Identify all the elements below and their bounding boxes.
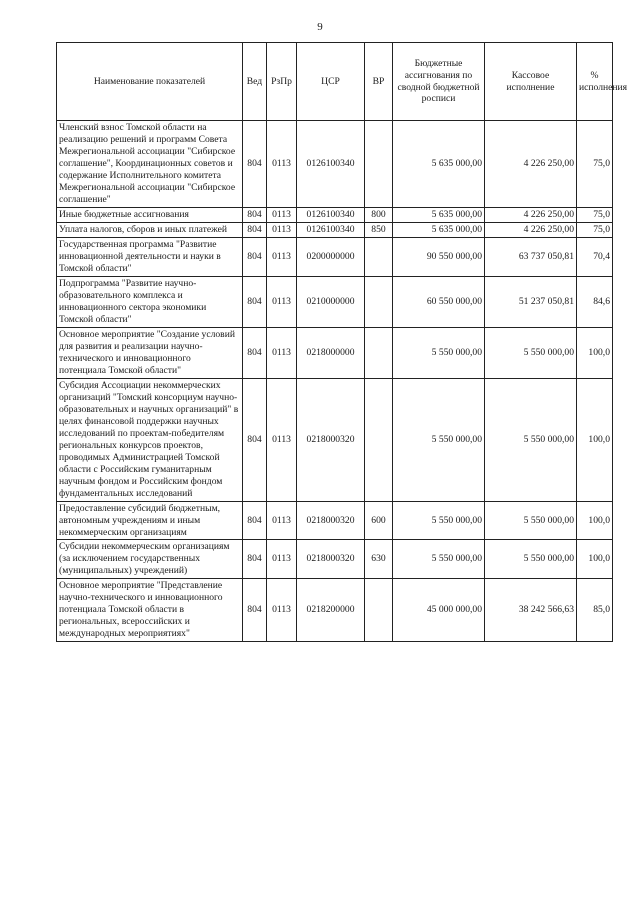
cell-cash: 5 550 000,00 (485, 327, 577, 378)
cell-rzpr: 0113 (267, 207, 297, 222)
cell-budget: 5 635 000,00 (393, 121, 485, 208)
cell-budget: 5 550 000,00 (393, 501, 485, 540)
cell-name: Предоставление субсидий бюджетным, автономным учреждениям и иным некоммерческим организациям (57, 501, 243, 540)
cell-name: Субсидия Ассоциации некоммерческих организаций "Томский консорциум научно-образовательных и научных организаций" в целях финансовой поддержки научных исследований по проектам-победителям региональных конкурсов проектов, проводимых Администрацией Томской области с Российским гуманитарным научным фондом и Российским фондом фундаментальных исследований (57, 378, 243, 501)
cell-vr (365, 237, 393, 276)
table-header-row (57, 43, 613, 121)
header-vr: ВР (365, 43, 393, 121)
cell-csr: 0126100340 (297, 121, 365, 208)
cell-csr: 0218000000 (297, 327, 365, 378)
cell-budget: 5 635 000,00 (393, 222, 485, 237)
cell-ved: 804 (243, 579, 267, 642)
cell-budget: 5 635 000,00 (393, 207, 485, 222)
table-row (57, 378, 613, 501)
cell-rzpr: 0113 (267, 378, 297, 501)
cell-csr: 0218000320 (297, 501, 365, 540)
cell-name: Иные бюджетные ассигнования (57, 207, 243, 222)
cell-vr: 600 (365, 501, 393, 540)
cell-pct: 75,0 (577, 121, 613, 208)
cell-pct: 100,0 (577, 540, 613, 579)
cell-name: Основное мероприятие "Создание условий для развития и реализации научно-технического и инновационного потенциала Томской области" (57, 327, 243, 378)
header-csr: ЦСР (297, 43, 365, 121)
cell-vr (365, 327, 393, 378)
header-pct: % исполнения (577, 43, 613, 121)
cell-budget: 45 000 000,00 (393, 579, 485, 642)
page-number: 9 (317, 21, 323, 33)
cell-vr (365, 276, 393, 327)
cell-pct: 100,0 (577, 327, 613, 378)
cell-name: Подпрограмма "Развитие научно-образовательного комплекса и инновационного сектора экономики Томской области" (57, 276, 243, 327)
header-cash: Кассовое исполнение (485, 43, 577, 121)
cell-name: Субсидии некоммерческим организациям (за исключением государственных (муниципальных) учреждений) (57, 540, 243, 579)
cell-name: Основное мероприятие "Представление научно-технического и инновационного потенциала Томской области в региональных, всероссийских и международных мероприятиях" (57, 579, 243, 642)
cell-ved: 804 (243, 207, 267, 222)
cell-pct: 100,0 (577, 378, 613, 501)
table-row (57, 540, 613, 579)
cell-cash: 63 737 050,81 (485, 237, 577, 276)
cell-rzpr: 0113 (267, 501, 297, 540)
header-name: Наименование показателей (57, 43, 243, 121)
cell-rzpr: 0113 (267, 237, 297, 276)
cell-pct: 75,0 (577, 207, 613, 222)
cell-ved: 804 (243, 121, 267, 208)
cell-budget: 5 550 000,00 (393, 378, 485, 501)
table-row (57, 579, 613, 642)
table-row (57, 276, 613, 327)
table-row (57, 237, 613, 276)
cell-name: Членский взнос Томской области на реализацию решений и программ Совета Межрегиональной ассоциации "Сибирское соглашение", Координационных советов и содержание Исполнительного комитета Межрегиональной ассоциации "Сибирское соглашение" (57, 121, 243, 208)
header-rzpr: РзПр (267, 43, 297, 121)
cell-ved: 804 (243, 222, 267, 237)
cell-vr (365, 121, 393, 208)
cell-csr: 0126100340 (297, 207, 365, 222)
cell-cash: 4 226 250,00 (485, 222, 577, 237)
table-row (57, 222, 613, 237)
cell-name: Уплата налогов, сборов и иных платежей (57, 222, 243, 237)
cell-budget: 5 550 000,00 (393, 327, 485, 378)
cell-vr: 630 (365, 540, 393, 579)
cell-cash: 4 226 250,00 (485, 207, 577, 222)
cell-pct: 85,0 (577, 579, 613, 642)
cell-pct: 100,0 (577, 501, 613, 540)
cell-budget: 90 550 000,00 (393, 237, 485, 276)
cell-csr: 0218000320 (297, 540, 365, 579)
cell-ved: 804 (243, 327, 267, 378)
cell-rzpr: 0113 (267, 327, 297, 378)
cell-pct: 75,0 (577, 222, 613, 237)
budget-execution-table (56, 42, 628, 642)
cell-csr: 0218000320 (297, 378, 365, 501)
cell-rzpr: 0113 (267, 121, 297, 208)
cell-csr: 0210000000 (297, 276, 365, 327)
table-body (57, 121, 613, 642)
cell-budget: 60 550 000,00 (393, 276, 485, 327)
cell-ved: 804 (243, 378, 267, 501)
cell-rzpr: 0113 (267, 540, 297, 579)
header-budget: Бюджетные ассигнования по сводной бюджетной росписи (393, 43, 485, 121)
table-row (57, 327, 613, 378)
cell-ved: 804 (243, 501, 267, 540)
table-row (57, 121, 613, 208)
cell-cash: 5 550 000,00 (485, 501, 577, 540)
cell-vr: 800 (365, 207, 393, 222)
cell-vr (365, 378, 393, 501)
table-row (57, 501, 613, 540)
cell-csr: 0200000000 (297, 237, 365, 276)
cell-ved: 804 (243, 276, 267, 327)
cell-vr: 850 (365, 222, 393, 237)
cell-rzpr: 0113 (267, 222, 297, 237)
cell-csr: 0126100340 (297, 222, 365, 237)
header-ved: Вед (243, 43, 267, 121)
cell-csr: 0218200000 (297, 579, 365, 642)
cell-rzpr: 0113 (267, 276, 297, 327)
cell-cash: 5 550 000,00 (485, 378, 577, 501)
cell-pct: 70,4 (577, 237, 613, 276)
cell-cash: 38 242 566,63 (485, 579, 577, 642)
cell-vr (365, 579, 393, 642)
cell-rzpr: 0113 (267, 579, 297, 642)
cell-name: Государственная программа "Развитие инновационной деятельности и науки в Томской области" (57, 237, 243, 276)
cell-cash: 5 550 000,00 (485, 540, 577, 579)
cell-cash: 4 226 250,00 (485, 121, 577, 208)
table-row (57, 207, 613, 222)
cell-budget: 5 550 000,00 (393, 540, 485, 579)
cell-ved: 804 (243, 237, 267, 276)
cell-cash: 51 237 050,81 (485, 276, 577, 327)
cell-ved: 804 (243, 540, 267, 579)
cell-pct: 84,6 (577, 276, 613, 327)
